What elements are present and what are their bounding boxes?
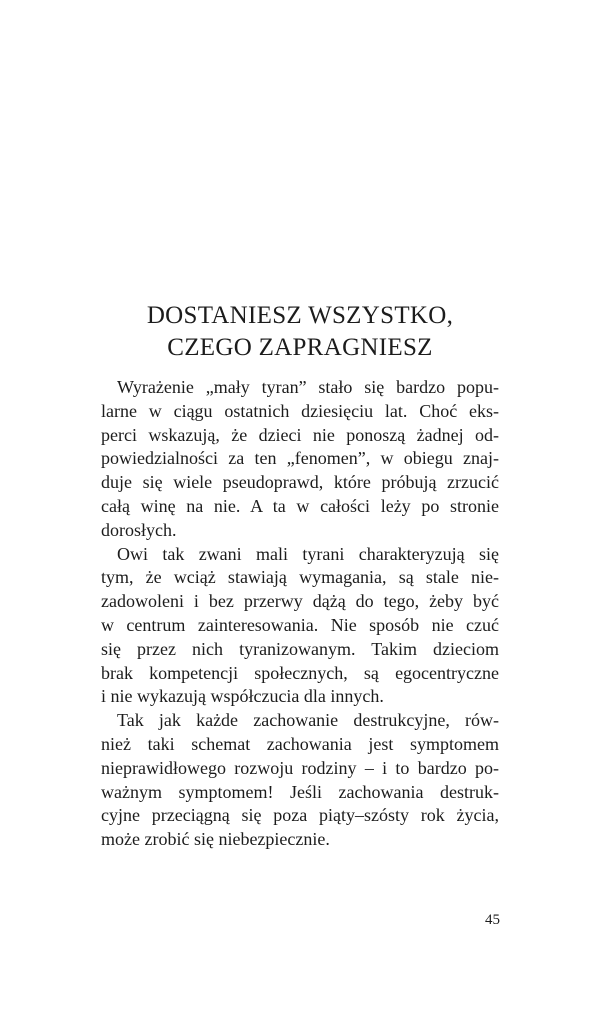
text-line: Wyrażenie „mały tyran” stało się bardzo popu- [117,377,499,397]
chapter-title-line-2: CZEGO ZAPRAGNIESZ [167,334,433,361]
text-line: może zrobić się niebezpiecznie. [101,829,330,850]
text-line: w centrum zainteresowania. Nie sposób nie czuć [101,614,499,635]
text-line: powiedzialności za ten „fenomen”, w obiegu znaj- [101,448,499,469]
text-line: i nie wykazują współczucia dla innych. [101,686,384,707]
text-line: nież taki schemat zachowania jest symptomem [101,733,499,754]
text-line: Owi tak zwani mali tyrani charakteryzują się [117,543,499,564]
text-line: ważnym symptomem! Jeśli zachowania destruk- [101,781,499,802]
text-line: Tak jak każde zachowanie destrukcyjne, rów- [117,710,499,731]
text-line: nieprawidłowego rozwoju rodziny – i to bardzo po- [101,757,499,778]
body-text [101,376,499,852]
paragraph-3 [101,709,499,852]
chapter-title [90,300,510,364]
text-line: duje się wiele pseudoprawd, które próbują zrzucić [101,472,499,493]
page-number: 45 [485,912,500,928]
text-line: larne w ciągu ostatnich dziesięciu lat. Choć eks- [101,400,499,421]
paragraph-2 [101,543,499,710]
text-line: się przez nich tyranizowanym. Takim dzieciom [101,638,499,659]
text-line: cyjne przeciągną się poza piąty–szósty rok życia, [101,805,499,826]
text-line: brak kompetencji społecznych, są egocentryczne [101,662,499,683]
text-line: zadowoleni i bez przerwy dążą do tego, żeby być [101,591,499,612]
text-line: tym, że wciąż stawiają wymagania, są stale nie- [101,567,499,588]
text-line: dorosłych. [101,519,177,540]
text-line: całą winę na nie. A ta w całości leży po stronie [101,495,499,516]
chapter-title-line-1: DOSTANIESZ WSZYSTKO, [146,302,454,329]
text-line: perci wskazują, że dzieci nie ponoszą żadnej od- [101,424,499,445]
paragraph-1 [101,376,499,543]
